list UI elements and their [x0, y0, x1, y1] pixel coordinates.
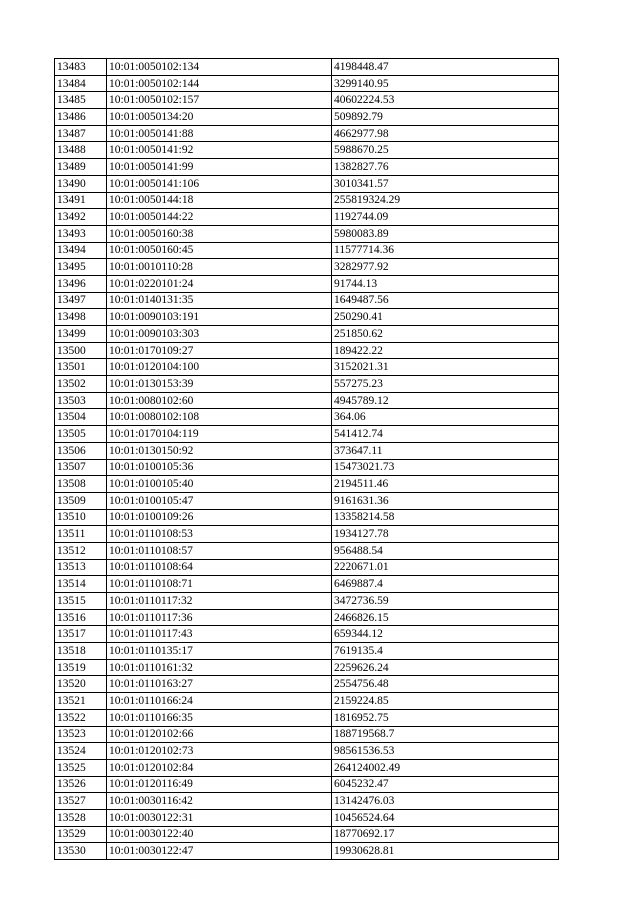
table-row [55, 509, 559, 526]
value-cell: 5980083.89 [332, 225, 559, 242]
table-row [55, 626, 559, 643]
cadastral-number-cell: 10:01:0050160:45 [107, 242, 332, 259]
value-cell: 6469887.4 [332, 576, 559, 593]
value-cell: 2220671.01 [332, 559, 559, 576]
value-cell: 255819324.29 [332, 192, 559, 209]
row-number-cell: 13501 [55, 359, 107, 376]
row-number-cell: 13525 [55, 759, 107, 776]
value-cell: 956488.54 [332, 542, 559, 559]
table-row [55, 59, 559, 76]
cadastral-number-cell: 10:01:0030122:31 [107, 809, 332, 826]
table-row [55, 426, 559, 443]
row-number-cell: 13487 [55, 125, 107, 142]
cadastral-number-cell: 10:01:0050141:99 [107, 159, 332, 176]
cadastral-number-cell: 10:01:0220101:24 [107, 275, 332, 292]
row-number-cell: 13500 [55, 342, 107, 359]
value-cell: 5988670.25 [332, 142, 559, 159]
table-row [55, 476, 559, 493]
table-row [55, 809, 559, 826]
value-cell: 9161631.36 [332, 492, 559, 509]
value-cell: 91744.13 [332, 275, 559, 292]
row-number-cell: 13509 [55, 492, 107, 509]
table-row [55, 643, 559, 660]
value-cell: 10456524.64 [332, 809, 559, 826]
table-row [55, 409, 559, 426]
table-row [55, 759, 559, 776]
cadastral-number-cell: 10:01:0170109:27 [107, 342, 332, 359]
cadastral-number-cell: 10:01:0100109:26 [107, 509, 332, 526]
row-number-cell: 13512 [55, 542, 107, 559]
row-number-cell: 13513 [55, 559, 107, 576]
cadastral-number-cell: 10:01:0010110:28 [107, 259, 332, 276]
value-cell: 19930628.81 [332, 843, 559, 860]
row-number-cell: 13497 [55, 292, 107, 309]
value-cell: 4945789.12 [332, 392, 559, 409]
row-number-cell: 13490 [55, 175, 107, 192]
row-number-cell: 13517 [55, 626, 107, 643]
value-cell: 373647.11 [332, 442, 559, 459]
cadastral-number-cell: 10:01:0050141:92 [107, 142, 332, 159]
value-cell: 3472736.59 [332, 593, 559, 610]
row-number-cell: 13526 [55, 776, 107, 793]
row-number-cell: 13528 [55, 809, 107, 826]
value-cell: 2554756.48 [332, 676, 559, 693]
table-row [55, 275, 559, 292]
value-cell: 13142476.03 [332, 793, 559, 810]
cadastral-number-cell: 10:01:0050160:38 [107, 225, 332, 242]
row-number-cell: 13491 [55, 192, 107, 209]
value-cell: 4662977.98 [332, 125, 559, 142]
cadastral-number-cell: 10:01:0120102:84 [107, 759, 332, 776]
table-row [55, 225, 559, 242]
row-number-cell: 13489 [55, 159, 107, 176]
row-number-cell: 13515 [55, 593, 107, 610]
table-row [55, 359, 559, 376]
table-row [55, 326, 559, 343]
table-row [55, 192, 559, 209]
cadastral-number-cell: 10:01:0140131:35 [107, 292, 332, 309]
cadastral-number-cell: 10:01:0130153:39 [107, 376, 332, 393]
table-row [55, 693, 559, 710]
table-row [55, 576, 559, 593]
cadastral-number-cell: 10:01:0050102:134 [107, 59, 332, 76]
table-row [55, 826, 559, 843]
table-row [55, 376, 559, 393]
cadastral-number-cell: 10:01:0110117:32 [107, 593, 332, 610]
row-number-cell: 13530 [55, 843, 107, 860]
table-row [55, 242, 559, 259]
row-number-cell: 13523 [55, 726, 107, 743]
cadastral-number-cell: 10:01:0110166:35 [107, 709, 332, 726]
row-number-cell: 13521 [55, 693, 107, 710]
table-row [55, 593, 559, 610]
cadastral-number-cell: 10:01:0110108:64 [107, 559, 332, 576]
row-number-cell: 13506 [55, 442, 107, 459]
cadastral-number-cell: 10:01:0100105:47 [107, 492, 332, 509]
cadastral-number-cell: 10:01:0080102:60 [107, 392, 332, 409]
table-row [55, 492, 559, 509]
cadastral-number-cell: 10:01:0170104:119 [107, 426, 332, 443]
value-cell: 13358214.58 [332, 509, 559, 526]
value-cell: 1649487.56 [332, 292, 559, 309]
row-number-cell: 13499 [55, 326, 107, 343]
value-cell: 189422.22 [332, 342, 559, 359]
value-cell: 3282977.92 [332, 259, 559, 276]
value-cell: 18770692.17 [332, 826, 559, 843]
value-cell: 3152021.31 [332, 359, 559, 376]
cadastral-number-cell: 10:01:0030116:42 [107, 793, 332, 810]
value-cell: 2194511.46 [332, 476, 559, 493]
value-cell: 6045232.47 [332, 776, 559, 793]
cadastral-number-cell: 10:01:0110108:57 [107, 542, 332, 559]
value-cell: 3299140.95 [332, 75, 559, 92]
cadastral-number-cell: 10:01:0110166:24 [107, 693, 332, 710]
value-cell: 40602224.53 [332, 92, 559, 109]
value-cell: 2466826.15 [332, 609, 559, 626]
value-cell: 264124002.49 [332, 759, 559, 776]
cadastral-number-cell: 10:01:0120116:49 [107, 776, 332, 793]
row-number-cell: 13503 [55, 392, 107, 409]
row-number-cell: 13483 [55, 59, 107, 76]
cadastral-number-cell: 10:01:0050102:144 [107, 75, 332, 92]
row-number-cell: 13522 [55, 709, 107, 726]
table-row [55, 459, 559, 476]
cadastral-number-cell: 10:01:0110163:27 [107, 676, 332, 693]
row-number-cell: 13511 [55, 526, 107, 543]
row-number-cell: 13493 [55, 225, 107, 242]
table-row [55, 442, 559, 459]
value-cell: 659344.12 [332, 626, 559, 643]
value-cell: 1382827.76 [332, 159, 559, 176]
table-row [55, 609, 559, 626]
value-cell: 1934127.78 [332, 526, 559, 543]
table-row [55, 142, 559, 159]
row-number-cell: 13504 [55, 409, 107, 426]
row-number-cell: 13496 [55, 275, 107, 292]
row-number-cell: 13495 [55, 259, 107, 276]
value-cell: 15473021.73 [332, 459, 559, 476]
row-number-cell: 13529 [55, 826, 107, 843]
table-row [55, 259, 559, 276]
row-number-cell: 13486 [55, 109, 107, 126]
row-number-cell: 13484 [55, 75, 107, 92]
table-row [55, 342, 559, 359]
table-row [55, 793, 559, 810]
table-row [55, 659, 559, 676]
cadastral-number-cell: 10:01:0120102:73 [107, 743, 332, 760]
row-number-cell: 13485 [55, 92, 107, 109]
table-row [55, 542, 559, 559]
table-row [55, 209, 559, 226]
row-number-cell: 13507 [55, 459, 107, 476]
table-row [55, 676, 559, 693]
table-row [55, 125, 559, 142]
table-row [55, 843, 559, 860]
cadastral-number-cell: 10:01:0050144:18 [107, 192, 332, 209]
cadastral-number-cell: 10:01:0100105:40 [107, 476, 332, 493]
value-cell: 1192744.09 [332, 209, 559, 226]
table-row [55, 392, 559, 409]
table-body [55, 59, 559, 860]
table-row [55, 92, 559, 109]
row-number-cell: 13527 [55, 793, 107, 810]
cadastral-number-cell: 10:01:0110108:53 [107, 526, 332, 543]
row-number-cell: 13514 [55, 576, 107, 593]
cadastral-number-cell: 10:01:0110161:32 [107, 659, 332, 676]
row-number-cell: 13518 [55, 643, 107, 660]
cadastral-number-cell: 10:01:0050134:20 [107, 109, 332, 126]
row-number-cell: 13502 [55, 376, 107, 393]
cadastral-number-cell: 10:01:0110117:43 [107, 626, 332, 643]
table-row [55, 709, 559, 726]
row-number-cell: 13524 [55, 743, 107, 760]
table-row [55, 292, 559, 309]
table-row [55, 75, 559, 92]
cadastral-number-cell: 10:01:0030122:47 [107, 843, 332, 860]
table-row [55, 109, 559, 126]
cadastral-number-cell: 10:01:0090103:303 [107, 326, 332, 343]
value-cell: 541412.74 [332, 426, 559, 443]
cadastral-number-cell: 10:01:0110108:71 [107, 576, 332, 593]
value-cell: 1816952.75 [332, 709, 559, 726]
cadastral-number-cell: 10:01:0050141:88 [107, 125, 332, 142]
table-row [55, 526, 559, 543]
value-cell: 3010341.57 [332, 175, 559, 192]
table-row [55, 726, 559, 743]
table-row [55, 559, 559, 576]
value-cell: 98561536.53 [332, 743, 559, 760]
row-number-cell: 13520 [55, 676, 107, 693]
cadastral-number-cell: 10:01:0050102:157 [107, 92, 332, 109]
row-number-cell: 13505 [55, 426, 107, 443]
cadastral-number-cell: 10:01:0110117:36 [107, 609, 332, 626]
value-cell: 364.06 [332, 409, 559, 426]
row-number-cell: 13488 [55, 142, 107, 159]
row-number-cell: 13519 [55, 659, 107, 676]
value-cell: 251850.62 [332, 326, 559, 343]
table-row [55, 309, 559, 326]
cadastral-number-cell: 10:01:0120102:66 [107, 726, 332, 743]
row-number-cell: 13494 [55, 242, 107, 259]
row-number-cell: 13510 [55, 509, 107, 526]
table-row [55, 175, 559, 192]
value-cell: 7619135.4 [332, 643, 559, 660]
cadastral-number-cell: 10:01:0030122:40 [107, 826, 332, 843]
cadastral-number-cell: 10:01:0050141:106 [107, 175, 332, 192]
data-table [54, 58, 559, 860]
value-cell: 2259626.24 [332, 659, 559, 676]
cadastral-number-cell: 10:01:0050144:22 [107, 209, 332, 226]
row-number-cell: 13516 [55, 609, 107, 626]
cadastral-number-cell: 10:01:0100105:36 [107, 459, 332, 476]
value-cell: 250290.41 [332, 309, 559, 326]
cadastral-number-cell: 10:01:0080102:108 [107, 409, 332, 426]
value-cell: 509892.79 [332, 109, 559, 126]
cadastral-number-cell: 10:01:0110135:17 [107, 643, 332, 660]
row-number-cell: 13498 [55, 309, 107, 326]
value-cell: 2159224.85 [332, 693, 559, 710]
value-cell: 11577714.36 [332, 242, 559, 259]
table-row [55, 776, 559, 793]
cadastral-number-cell: 10:01:0130150:92 [107, 442, 332, 459]
cadastral-number-cell: 10:01:0090103:191 [107, 309, 332, 326]
table-row [55, 159, 559, 176]
table-row [55, 743, 559, 760]
value-cell: 4198448.47 [332, 59, 559, 76]
row-number-cell: 13492 [55, 209, 107, 226]
row-number-cell: 13508 [55, 476, 107, 493]
value-cell: 188719568.7 [332, 726, 559, 743]
cadastral-number-cell: 10:01:0120104:100 [107, 359, 332, 376]
value-cell: 557275.23 [332, 376, 559, 393]
